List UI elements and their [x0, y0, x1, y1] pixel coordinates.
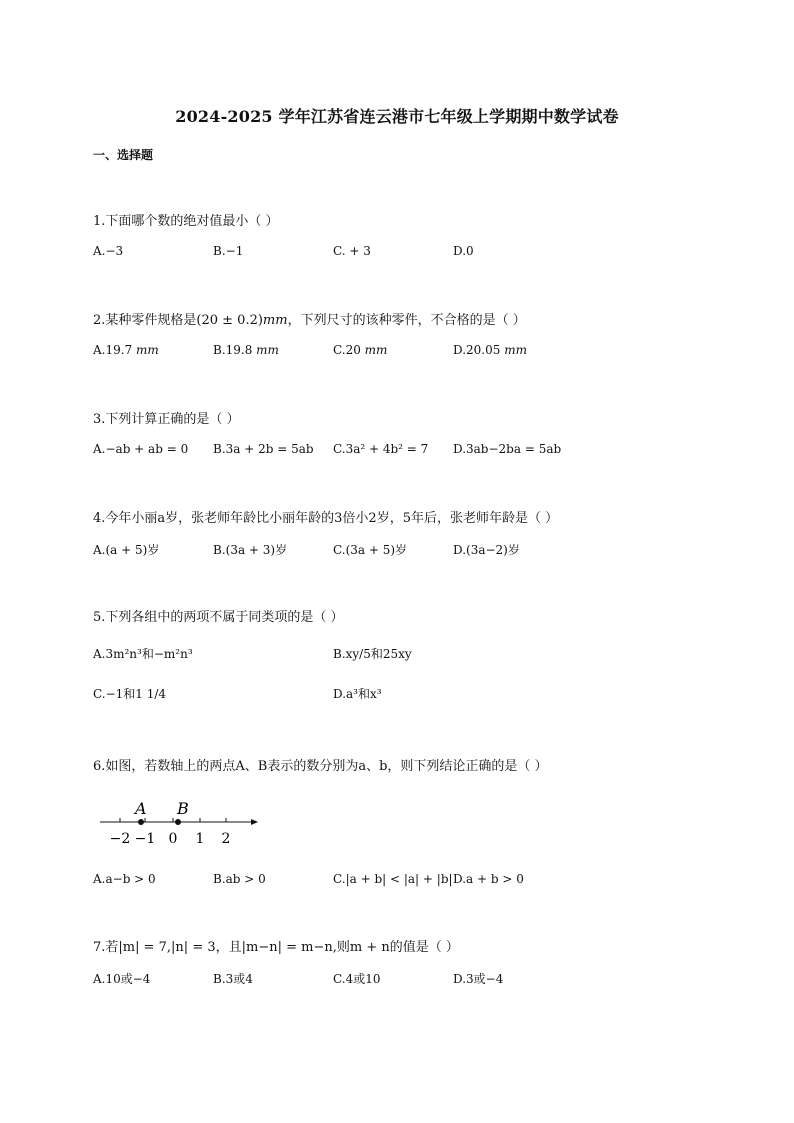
- q2-option-d-unit: mm: [504, 343, 527, 357]
- q4-option-c[interactable]: C.(3a + 5)岁: [333, 543, 408, 557]
- number-line-figure: [95, 795, 265, 855]
- q2-option-a[interactable]: [93, 343, 159, 357]
- tick-label: 0: [168, 831, 178, 847]
- q5-option-b[interactable]: B.xy/5和25xy: [333, 647, 412, 661]
- point-b-label: B: [177, 799, 189, 818]
- q2-option-b[interactable]: [213, 343, 279, 357]
- tick-label: 1: [195, 831, 205, 847]
- q1-option-b[interactable]: B.−1: [213, 244, 244, 258]
- question-3-stem: 3.下列计算正确的是（ ）: [93, 412, 240, 427]
- q6-option-b[interactable]: B.ab > 0: [213, 872, 266, 886]
- q3-option-a[interactable]: A.−ab + ab = 0: [93, 442, 189, 456]
- question-7-stem: 7.若|m| = 7,|n| = 3，且|m−n| = m−n,则m + n的值是（ ）: [93, 940, 459, 955]
- q2-stem-part-b: ，下列尺寸的该种零件，不合格的是（ ）: [287, 313, 526, 328]
- q2-option-a-value: A.19.7: [93, 343, 137, 357]
- q7-option-a[interactable]: A.10或−4: [93, 972, 151, 986]
- q2-option-b-unit: mm: [256, 343, 279, 357]
- q2-stem-unit: mm: [262, 313, 288, 328]
- number-line-arrow: [251, 819, 258, 825]
- q2-option-c[interactable]: [333, 343, 387, 357]
- q2-option-c-unit: mm: [364, 343, 388, 357]
- q7-option-b[interactable]: B.3或4: [213, 972, 253, 986]
- q1-option-c[interactable]: C. + 3: [333, 244, 371, 258]
- q7-option-d[interactable]: D.3或−4: [453, 972, 504, 986]
- q5-option-a[interactable]: A.3m²n³和−m²n³: [93, 647, 193, 661]
- q4-option-b[interactable]: B.(3a + 3)岁: [213, 543, 288, 557]
- q3-option-b[interactable]: B.3a + 2b = 5ab: [213, 442, 314, 456]
- q6-option-a[interactable]: A.a−b > 0: [93, 872, 156, 886]
- q3-option-d[interactable]: D.3ab−2ba = 5ab: [453, 442, 562, 456]
- q2-option-b-value: B.19.8: [213, 343, 257, 357]
- exam-title: 2024-2025 学年江苏省连云港市七年级上学期期中数学试卷: [175, 107, 619, 126]
- question-2-stem: [93, 309, 526, 328]
- q2-option-d-value: D.20.05: [453, 343, 505, 357]
- q2-option-d[interactable]: [453, 343, 527, 357]
- question-6-stem: 6.如图，若数轴上的两点A、B表示的数分别为a、b，则下列结论正确的是（ ）: [93, 759, 548, 774]
- section-heading: 一、选择题: [93, 148, 154, 162]
- tick-label: 2: [221, 831, 231, 847]
- q5-option-c[interactable]: C.−1和1 1/4: [93, 687, 167, 701]
- q7-option-c[interactable]: C.4或10: [333, 972, 381, 986]
- q2-option-c-value: C.20: [333, 343, 365, 357]
- q6-option-c[interactable]: C.|a + b| < |a| + |b|: [333, 872, 453, 886]
- question-4-stem: 4.今年小丽a岁，张老师年龄比小丽年龄的3倍小2岁，5年后，张老师年龄是（ ）: [93, 511, 559, 526]
- q1-option-a[interactable]: A.−3: [93, 244, 124, 258]
- point-b-dot: [175, 819, 181, 825]
- q2-stem-part-a: 2.某种零件规格是(20 ± 0.2): [93, 313, 263, 328]
- q1-option-d[interactable]: D.0: [453, 244, 474, 258]
- point-a-dot: [138, 819, 144, 825]
- question-1-stem: 1.下面哪个数的绝对值最小（ ）: [93, 214, 279, 229]
- q4-option-d[interactable]: D.(3a−2)岁: [453, 543, 520, 557]
- q2-option-a-unit: mm: [136, 343, 159, 357]
- tick-label: −2: [109, 831, 131, 847]
- question-5-stem: 5.下列各组中的两项不属于同类项的是（ ）: [93, 610, 344, 625]
- q5-option-d[interactable]: D.a³和x³: [333, 687, 382, 701]
- q6-option-d[interactable]: D.a + b > 0: [453, 872, 524, 886]
- q4-option-a[interactable]: A.(a + 5)岁: [93, 543, 160, 557]
- q3-option-c[interactable]: C.3a² + 4b² = 7: [333, 442, 429, 456]
- point-a-label: A: [135, 799, 147, 818]
- tick-label: −1: [134, 831, 156, 847]
